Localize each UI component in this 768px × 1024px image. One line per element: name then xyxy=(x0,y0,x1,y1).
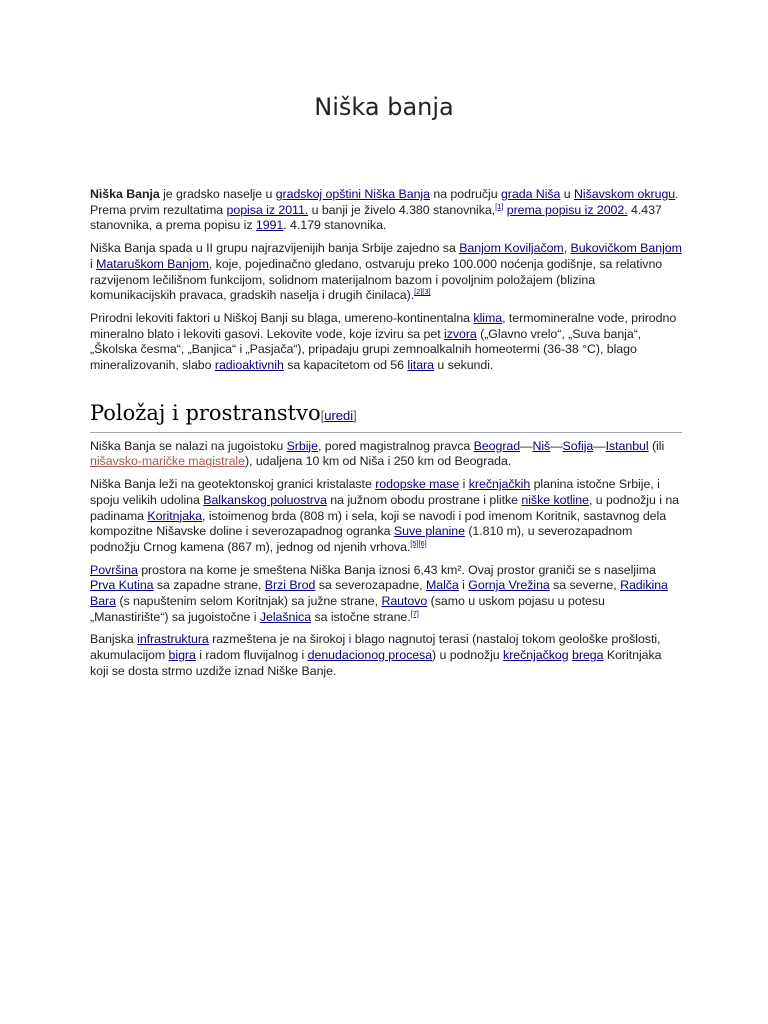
text: , istoimenog brda (808 m) i sela, koji se navodi i pod imenom Koritnik, sastavnog dela kompozitne Nišavske doline i severozapadnog ogranka xyxy=(90,508,667,539)
link-infrastruktura[interactable]: infrastruktura xyxy=(137,632,209,647)
link-krecnjak[interactable]: krečnjačkih xyxy=(468,477,531,492)
link-1991[interactable]: 1991 xyxy=(255,218,284,233)
text: , termomineralne vode, prirodno mineralno blato i lekoviti gasovi. Lekovite vode, koje izviru sa pet xyxy=(90,310,677,341)
dash: — xyxy=(520,438,533,453)
reference-link[interactable]: [6] xyxy=(418,538,427,548)
text: (s napuštenim selom Koritnjak) sa južne strane, xyxy=(115,594,382,609)
text: (samo u uskom pojasu u potesu „Manastirište“) sa jugoistočne i xyxy=(90,594,605,624)
section-paragraph-4 xyxy=(90,632,682,679)
text: Prirodni lekoviti faktori u Niškoj Banji su blaga, umereno-kontinentalna xyxy=(90,310,474,325)
text: u xyxy=(560,187,575,201)
link-povrsina[interactable]: Površina xyxy=(90,562,138,577)
link-litar[interactable]: litara xyxy=(407,358,434,373)
text: sa istočne strane. xyxy=(311,609,411,624)
text: Niška Banja se nalazi na jugoistoku xyxy=(90,438,287,453)
page-title: Niška banja xyxy=(314,93,454,121)
article-content xyxy=(90,187,682,687)
text: Banjska xyxy=(90,632,138,647)
intro-paragraph-1 xyxy=(90,187,682,234)
reference-link[interactable]: [5] xyxy=(410,538,419,548)
link-breg[interactable]: brega xyxy=(572,648,604,663)
bracket: ] xyxy=(353,407,357,423)
article-subject: Niška Banja xyxy=(90,187,160,201)
section-paragraph-1 xyxy=(90,439,682,470)
text: i xyxy=(458,578,469,593)
link-prva-kutina[interactable]: Prva Kutina xyxy=(90,578,154,593)
link-banja-koviljaca[interactable]: Banjom Koviljačom xyxy=(459,241,564,256)
text: (ili xyxy=(648,438,665,453)
text: sa kapacitetom od 56 xyxy=(283,358,408,373)
link-izvor[interactable]: izvora xyxy=(444,326,477,341)
link-klima[interactable]: klima xyxy=(473,310,503,325)
text: ) u podnožju xyxy=(432,648,504,663)
link-popis-2002[interactable]: prema popisu iz 2002. xyxy=(506,202,628,217)
text: u sekundi. xyxy=(433,358,494,373)
reference-6[interactable] xyxy=(419,539,427,548)
link-istanbul[interactable]: Istanbul xyxy=(605,438,649,453)
text: . Prema prvim rezultatima xyxy=(90,187,679,217)
link-niska-kotlina[interactable]: niške kotline xyxy=(521,492,589,507)
text: (1.810 m), u severozapadnom podnožju Crnog kamena (867 m), jednog od njenih vrhova. xyxy=(90,524,633,554)
text: Koritnjaka koji se dosta strmo uzdiže iznad Niške Banje. xyxy=(90,648,662,678)
reference-link[interactable]: [1] xyxy=(495,201,504,211)
text: na području xyxy=(429,187,501,201)
text: u banji je živelo 4.380 stanovnika, xyxy=(308,202,496,217)
link-brzi-brod[interactable]: Brzi Brod xyxy=(264,578,316,593)
text: , koje, pojedinačno gledano, ostvaruju preko 100.000 noćenja godišnje, sa relativno razvijenom lečilišnom funkcijom, solidnom materijalnom bazom i povoljnim položajem (blizina komunikacijskih pravaca, gradskih naselja i drugih činilaca). xyxy=(90,256,663,303)
section-heading xyxy=(90,399,682,433)
text: sa severozapadne, xyxy=(315,578,426,593)
link-grad-nis[interactable]: grada Niša xyxy=(500,187,561,201)
reference-7[interactable] xyxy=(411,609,419,618)
text: Niška Banja spada u II grupu najrazvijenijih banja Srbije zajedno sa xyxy=(90,241,460,256)
link-gradska-opstina[interactable]: gradskoj opštini Niška Banja xyxy=(275,187,430,201)
reference-5[interactable] xyxy=(410,539,418,548)
link-krecnjacki[interactable]: krečnjačkog xyxy=(503,648,569,663)
link-nis[interactable]: Niš xyxy=(532,438,551,453)
link-jelasnica[interactable]: Jelašnica xyxy=(259,609,312,624)
reference-link[interactable]: [2] xyxy=(414,287,423,297)
link-nisavski-okrug[interactable]: Nišavskom okrugu xyxy=(574,187,676,201)
text: prostora na kome je smeštena Niška Banja iznosi 6,43 km². Ovaj prostor graniči se s naseljima xyxy=(137,562,656,577)
reference-link[interactable]: [3] xyxy=(422,287,431,297)
link-rodopska-masa[interactable]: rodopske mase xyxy=(375,477,460,492)
text: , u podnožju i na padinama xyxy=(90,492,680,523)
text: , pored magistralnog pravca xyxy=(317,438,474,453)
link-bukovicka-banja[interactable]: Bukovičkom Banjom xyxy=(570,241,682,256)
reference-link[interactable]: [7] xyxy=(410,608,419,618)
link-mataruska-banja[interactable]: Mataruškom Banjom xyxy=(96,256,209,271)
bracket: [ xyxy=(320,407,325,423)
text: na južnom obodu prostrane i plitke xyxy=(326,492,522,507)
text: sa severne, xyxy=(549,578,621,593)
link-balkansko-poluostrvo[interactable]: Balkanskog poluostrva xyxy=(203,492,327,507)
text: ), udaljena 10 km od Niša i 250 km od Beograda. xyxy=(244,454,512,469)
link-nisavsko-maricka-magistrala[interactable]: nišavsko-maričke magistrale xyxy=(90,454,245,469)
text: , xyxy=(563,241,571,256)
link-popis-2011[interactable]: popisa iz 2011. xyxy=(226,202,309,217)
link-denudacioni-proces[interactable]: denudacionog procesa xyxy=(307,648,433,663)
text: sa zapadne strane, xyxy=(153,578,265,593)
link-gornja-vrezina[interactable]: Gornja Vrežina xyxy=(468,578,550,593)
reference-3[interactable] xyxy=(422,287,430,296)
edit-section xyxy=(321,408,357,423)
section-paragraph-2 xyxy=(90,477,682,556)
link-beograd[interactable]: Beograd xyxy=(473,438,521,453)
section-paragraph-3 xyxy=(90,563,682,626)
text: je gradsko naselje u xyxy=(159,187,276,201)
link-sofija[interactable]: Sofija xyxy=(562,438,594,453)
dash: — xyxy=(550,438,563,453)
link-srbija[interactable]: Srbije xyxy=(286,438,318,453)
text: i radom fluvijalnog i xyxy=(195,648,308,663)
text: Niška Banja leži na geotektonskoj granici kristalaste xyxy=(90,477,376,492)
dash: — xyxy=(593,438,606,453)
text: i xyxy=(459,477,469,492)
text: i xyxy=(90,256,97,271)
intro-paragraph-2 xyxy=(90,241,682,304)
link-koritnjak[interactable]: Koritnjaka xyxy=(147,508,203,523)
link-radioaktivnost[interactable]: radioaktivnih xyxy=(214,358,284,373)
text: . 4.179 stanovnika. xyxy=(283,218,387,233)
intro-paragraph-3 xyxy=(90,311,682,374)
text: razmeštena je na širokoj i blago nagnutoj terasi (nastaloj tokom geološke prošlosti, akumulacijom xyxy=(90,632,661,663)
section-heading-text: Položaj i prostranstvo xyxy=(90,400,321,425)
text: („Glavno vrelo“, „Suva banja“, „Školska česma“, „Banjica“ i „Pasjača“), pripadaju grupi zemnoalkalnih homeotermi (36-38 °C), blago mineralizovanih, slabo xyxy=(90,326,642,373)
link-suva-planina[interactable]: Suve planine xyxy=(393,524,465,539)
link-malca[interactable]: Malča xyxy=(425,578,459,593)
link-radikina-bara[interactable]: Radikina Bara xyxy=(90,578,668,609)
text: 4.437 stanovnika, a prema popisu iz xyxy=(90,202,662,233)
link-rautovo[interactable]: Rautovo xyxy=(381,594,428,609)
edit-section-link[interactable]: uredi xyxy=(324,407,354,423)
link-bigar[interactable]: bigra xyxy=(168,648,196,663)
text: planina istočne Srbije, i spoju velikih udolina xyxy=(90,477,660,507)
